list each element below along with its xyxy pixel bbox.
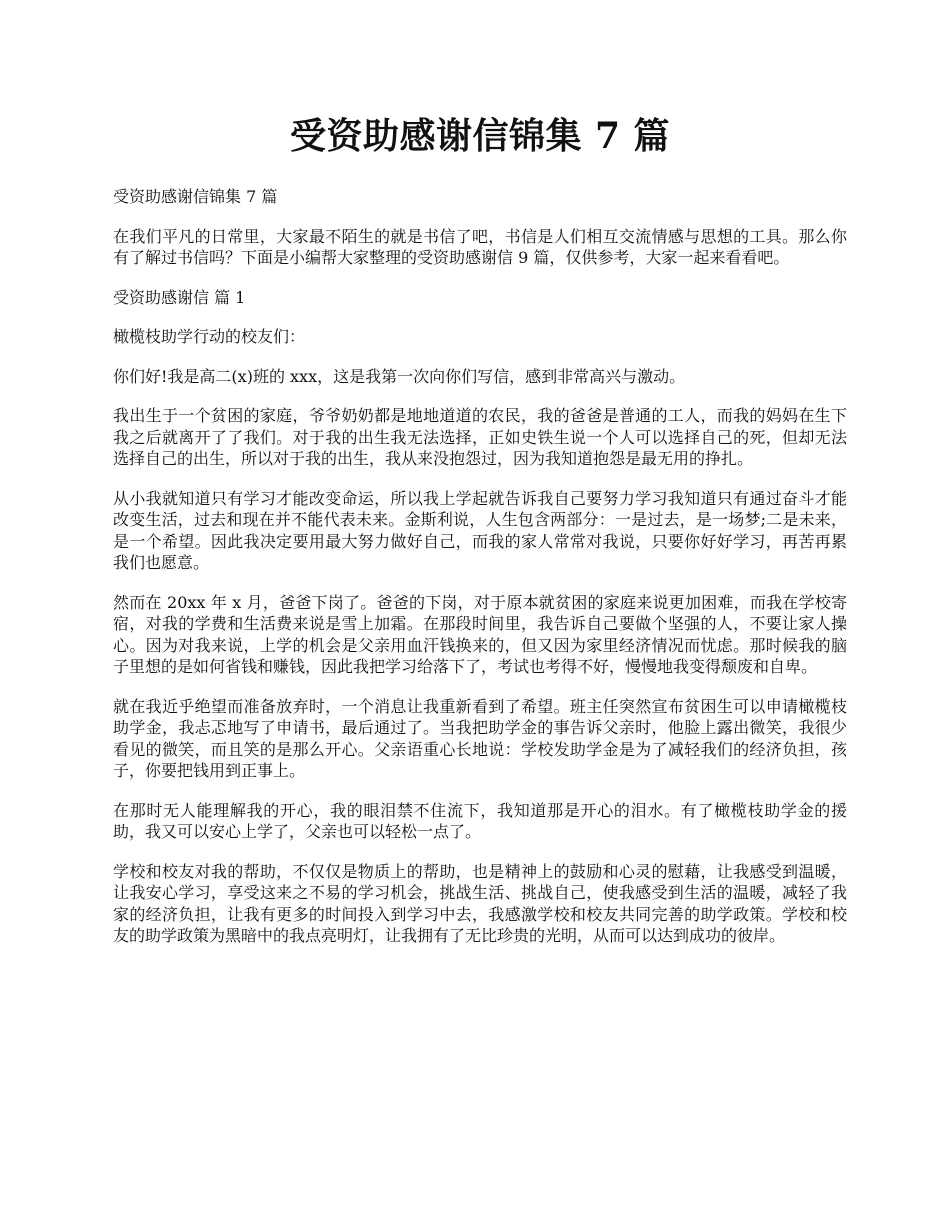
intro-paragraph: 在我们平凡的日常里，大家最不陌生的就是书信了吧，书信是人们相互交流情感与思想的工具。那么你有了解过书信吗？下面是小编帮大家整理的受资助感谢信 9 篇，仅供参考，大家一起来看看吧。 [113,226,847,267]
body-paragraph: 学校和校友对我的帮助，不仅仅是物质上的帮助，也是精神上的鼓励和心灵的慰藉，让我感受到温暖，让我安心学习，享受这来之不易的学习机会，挑战生活、挑战自己，使我感受到生活的温暖，减轻了我家的经济负担，让我有更多的时间投入到学习中去，我感激学校和校友共同完善的助学政策。学校和校友的助学政策为黑暗中的我点亮明灯，让我拥有了无比珍贵的光明，从而可以达到成功的彼岸。 [113,861,847,945]
body-paragraph: 从小我就知道只有学习才能改变命运，所以我上学起就告诉我自己要努力学习我知道只有通过奋斗才能改变生活，过去和现在并不能代表未来。金斯利说，人生包含两部分：一是过去，是一场梦;二是未来，是一个希望。因此我决定要用最大努力做好自己，而我的家人常常对我说，只要你好好学习，再苦再累我们也愿意。 [113,488,847,572]
section-heading: 受资助感谢信 篇 1 [113,287,246,307]
document-body [113,108,847,965]
document-title: 受资助感谢信锦集 7 篇 [289,115,671,157]
body-paragraph: 我出生于一个贫困的家庭，爷爷奶奶都是地地道道的农民，我的爸爸是普通的工人，而我的妈妈在生下我之后就离开了了我们。对于我的出生我无法选择，正如史铁生说一个人可以选择自己的死，但却无法选择自己的出生，所以对于我的出生，我从来没抱怨过，因为我知道抱怨是最无用的挣扎。 [113,406,847,468]
subtitle-paragraph: 受资助感谢信锦集 7 篇 [113,187,278,206]
salutation: 橄榄枝助学行动的校友们： [113,327,306,346]
body-paragraph: 就在我近乎绝望而准备放弃时，一个消息让我重新看到了希望。班主任突然宣布贫困生可以申请橄榄枝助学金，我忐忑地写了申请书，最后通过了。当我把助学金的事告诉父亲时，他脸上露出微笑，我很少看见的微笑，而且笑的是那么开心。父亲语重心长地说：学校发助学金是为了减轻我们的经济负担，孩子，你要把钱用到正事上。 [113,696,847,780]
greeting-paragraph: 你们好!我是高二(x)班的 xxx，这是我第一次向你们写信，感到非常高兴与激动。 [113,366,686,386]
body-paragraph: 在那时无人能理解我的开心，我的眼泪禁不住流下，我知道那是开心的泪水。有了橄榄枝助学金的援助，我又可以安心上学了，父亲也可以轻松一点了。 [113,800,847,841]
body-paragraph: 然而在 20xx 年 x 月，爸爸下岗了。爸爸的下岗，对于原本就贫困的家庭来说更加困难，而我在学校寄宿，对我的学费和生活费来说是雪上加霜。在那段时间里，我告诉自己要做个坚强的人，不要让家人操心。因为对我来说，上学的机会是父亲用血汗钱换来的，但又因为家里经济情况而忧虑。那时候我的脑子里想的是如何省钱和赚钱，因此我把学习给落下了，考试也考得不好，慢慢地我变得颓废和自卑。 [113,592,847,676]
